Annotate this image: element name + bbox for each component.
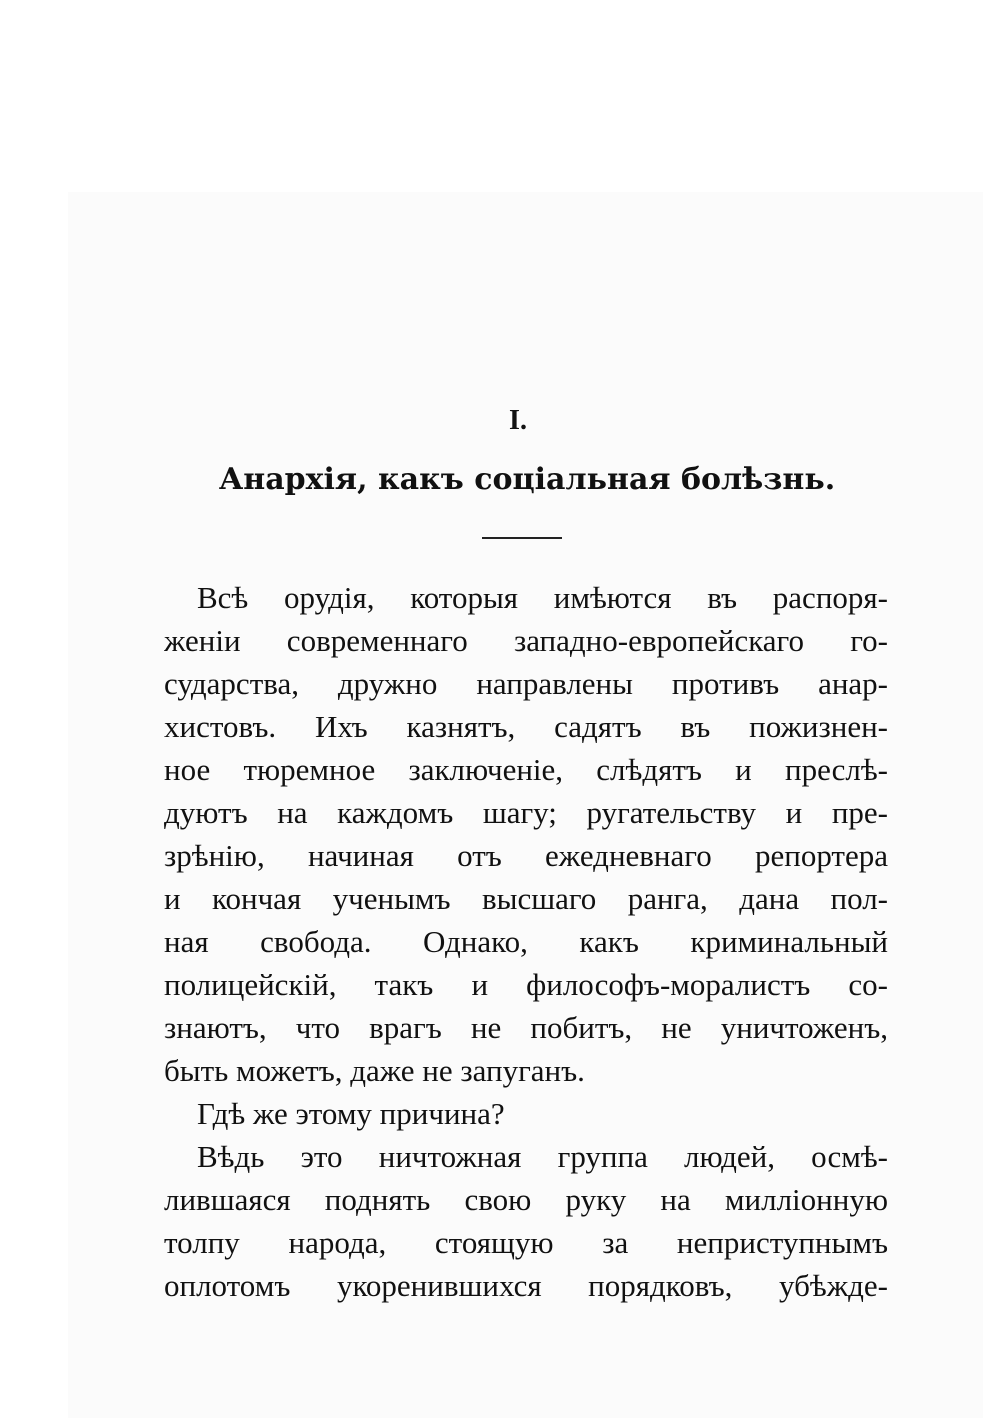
text-line: и кончая ученымъ высшаго ранга, дана пол- xyxy=(164,881,888,916)
text-line: лившаяся поднять свою руку на милліонную xyxy=(164,1182,888,1217)
text-line: зрѣнію, начиная отъ ежедневнаго репортера xyxy=(164,838,888,873)
chapter-title: Анархія, какъ соціальная болѣзнь. xyxy=(218,462,836,497)
text-line: хистовъ. Ихъ казнятъ, садятъ въ пожизнен- xyxy=(164,709,888,744)
text-line: Всѣ орудія, которыя имѣются въ распоря- xyxy=(197,580,888,615)
text-line: женіи современнаго западно-европейскаго го- xyxy=(164,623,888,658)
text-line: быть можетъ, даже не запуганъ. xyxy=(164,1053,585,1088)
text-line: Гдѣ же этому причина? xyxy=(197,1096,505,1131)
text-line: сударства, дружно направлены противъ анар- xyxy=(164,666,888,701)
text-line: оплотомъ укоренившихся порядковъ, убѣжде- xyxy=(164,1268,888,1303)
text-line: Вѣдь это ничтожная группа людей, осмѣ- xyxy=(197,1139,888,1174)
text-line: ная свобода. Однако, какъ криминальный xyxy=(164,924,888,959)
text-line: полицейскій, такъ и философъ-моралистъ со- xyxy=(164,967,888,1002)
chapter-number: I. xyxy=(509,405,527,436)
text-line: знаютъ, что врагъ не побитъ, не уничтоженъ, xyxy=(164,1010,888,1045)
text-line: толпу народа, стоящую за неприступнымъ xyxy=(164,1225,888,1260)
text-line: дуютъ на каждомъ шагу; ругательству и пре- xyxy=(164,795,888,830)
text-line: ное тюремное заключеніе, слѣдятъ и преслѣ- xyxy=(164,752,888,787)
body-text xyxy=(164,576,888,1307)
title-divider xyxy=(482,537,562,539)
